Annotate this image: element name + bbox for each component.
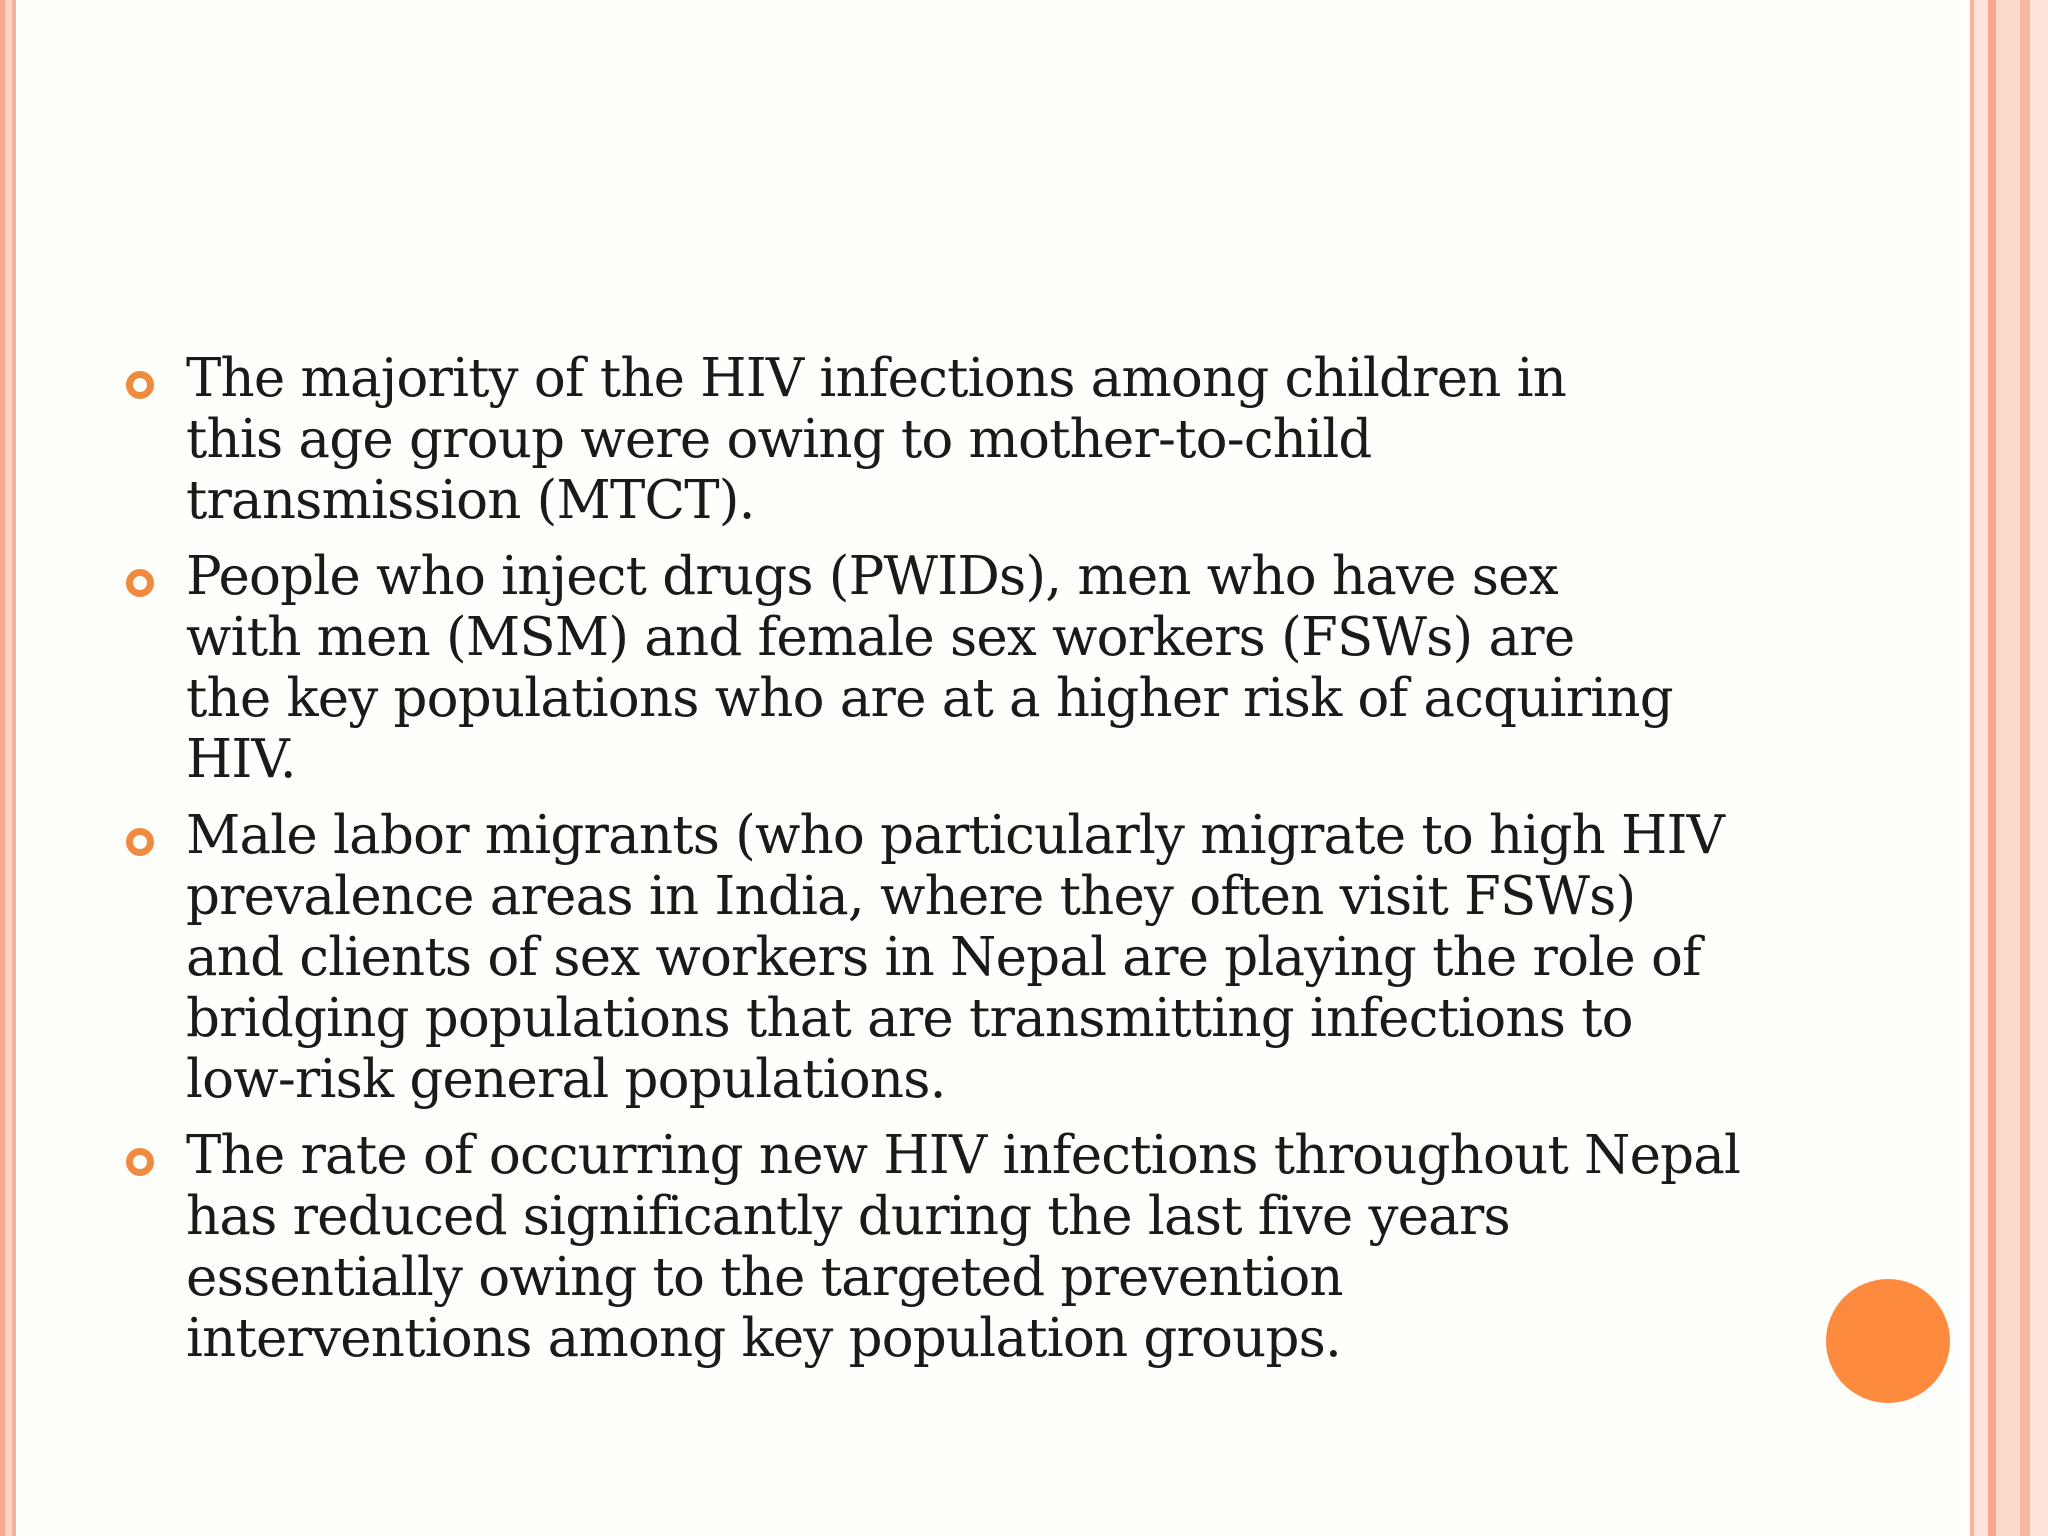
orange-circle-decoration <box>1826 1279 1950 1403</box>
right-border-stripe <box>1974 0 1988 1536</box>
right-border-stripe <box>1988 0 1996 1536</box>
left-border-stripe-inner <box>0 0 5 1536</box>
right-border-band <box>1962 0 2048 1536</box>
hollow-circle-bullet-icon <box>126 569 154 597</box>
bullet-text: Male labor migrants (who particularly migrate to high HIV prevalence areas in India, where they often visit FSWs) and clients of sex workers in Nepal are playing the role of bridging populations that are transmitting infections to low-risk general populations. <box>186 805 1725 1110</box>
bullet-text: The majority of the HIV infections among children in this age group were owing to mother-to-child transmission (MTCT). <box>186 348 1567 531</box>
hollow-circle-bullet-icon <box>126 371 154 399</box>
bullet-list <box>126 348 1766 1384</box>
bullet-item <box>126 546 1766 790</box>
hollow-circle-bullet-icon <box>126 828 154 856</box>
bullet-item <box>126 805 1766 1110</box>
bullet-text: People who inject drugs (PWIDs), men who have sex with men (MSM) and female sex workers (FSWs) are the key populations who are at a higher risk of acquiring HIV. <box>186 546 1673 790</box>
right-border-stripe <box>2030 0 2048 1536</box>
bullet-text: The rate of occurring new HIV infections throughout Nepal has reduced significantly during the last five years essentially owing to the targeted prevention interventions among key population groups. <box>186 1125 1741 1369</box>
right-border-stripe <box>1996 0 2020 1536</box>
bullet-item <box>126 348 1766 531</box>
bullet-item <box>126 1125 1766 1369</box>
right-border-stripe <box>2020 0 2030 1536</box>
hollow-circle-bullet-icon <box>126 1148 154 1176</box>
